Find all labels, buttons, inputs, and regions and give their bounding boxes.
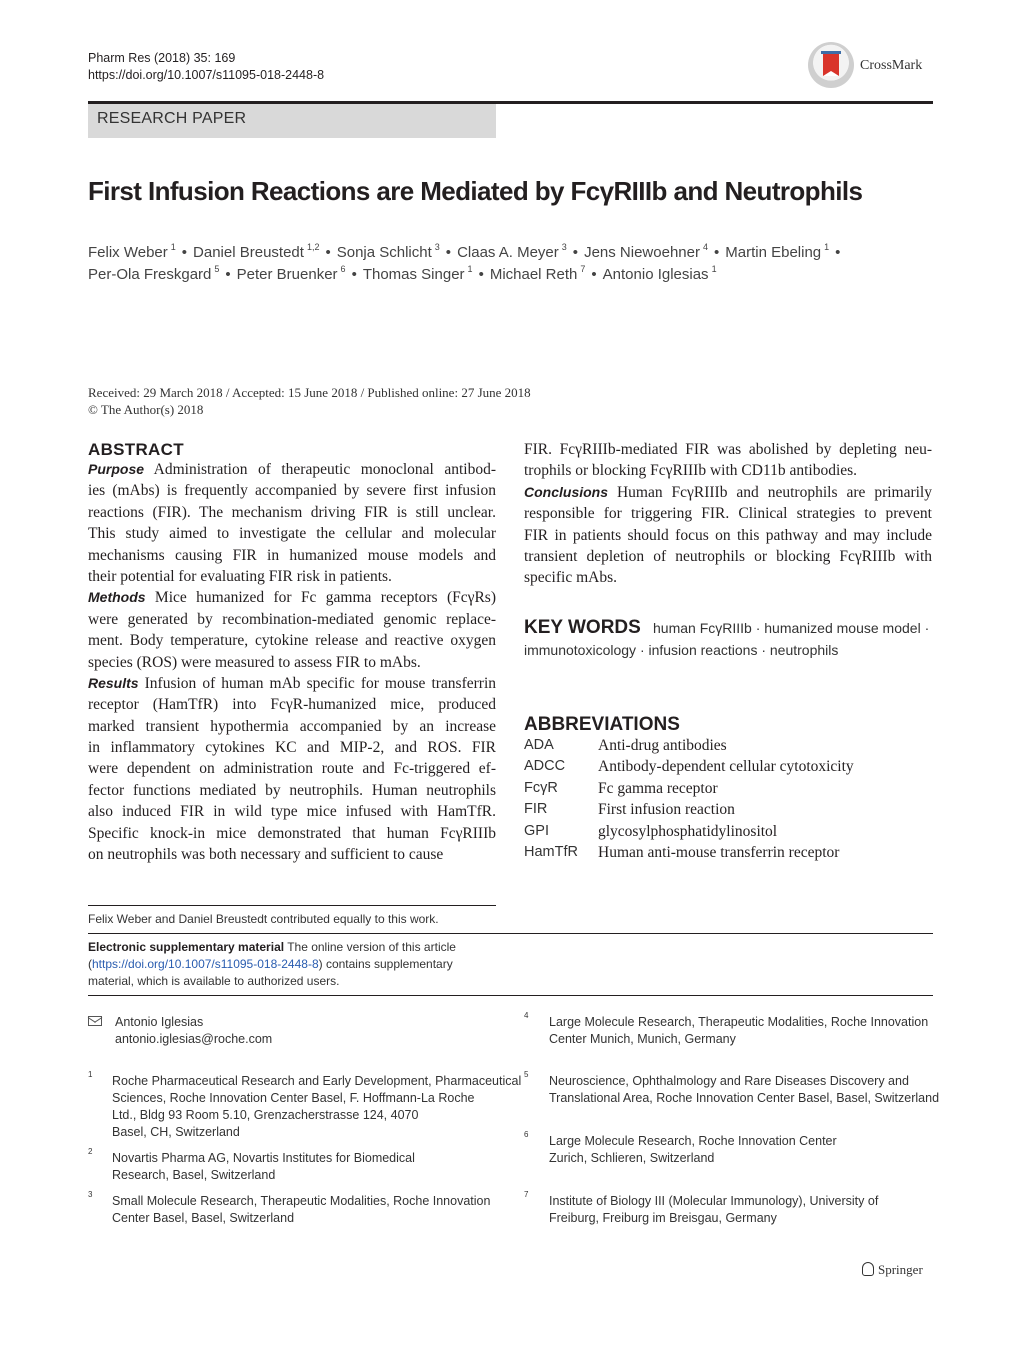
abstract-line — [88, 609, 496, 630]
abstract-text: in inflammatory cytokines KC and MIP-2, and ROS. FIR — [88, 739, 496, 757]
author-affiliation-number: 4 — [702, 242, 708, 252]
affiliation-line: Institute of Biology III (Molecular Immunology), University of — [549, 1194, 879, 1208]
affiliation — [549, 1193, 878, 1227]
affiliation-number: 4 — [524, 1011, 529, 1020]
abstract-text: ment. Body temperature, cytokine release and reactive oxygen — [88, 632, 496, 650]
abstract-text: Administration of therapeutic monoclonal antibod- — [144, 461, 496, 478]
keywords-line-2: immunotoxicology · infusion reactions · neutrophils — [524, 642, 839, 658]
supplementary-material-note — [88, 939, 488, 990]
abbreviation-row — [524, 823, 934, 844]
author-affiliation-number: 1 — [824, 242, 830, 252]
abstract-right-column — [524, 439, 932, 589]
abstract-line — [88, 780, 496, 801]
abstract-line — [88, 459, 496, 480]
author-name: Antonio Iglesias — [602, 266, 709, 283]
correspondence — [115, 1014, 272, 1048]
abbreviation-definition: Anti-drug antibodies — [598, 737, 727, 754]
doi-link[interactable]: https://doi.org/10.1007/s11095-018-2448-8 — [88, 68, 325, 82]
abbreviation-definition: Fc gamma receptor — [598, 779, 718, 797]
author-name: Peter Bruenker — [236, 266, 338, 283]
author-name: Claas A. Meyer — [457, 244, 559, 261]
affiliation-number: 3 — [88, 1190, 93, 1199]
abstract-line — [88, 716, 496, 737]
author-name: Per-Ola Freskgard — [88, 266, 212, 283]
authors-line-2 — [88, 264, 717, 283]
publication-dates — [88, 384, 531, 418]
author-affiliation-number: 5 — [214, 264, 220, 274]
affiliation-line: Roche Pharmaceutical Research and Early Development, Pharmaceutical — [112, 1074, 522, 1088]
affiliation-number: 5 — [524, 1070, 529, 1079]
affiliation-line: Ltd., Bldg 93 Room 5.10, Grenzacherstrasse 124, 4070 — [112, 1108, 419, 1122]
author-separator: • — [181, 244, 188, 261]
affiliation — [112, 1150, 415, 1184]
esm-label: Electronic supplementary material — [88, 940, 285, 954]
abstract-line — [88, 545, 496, 566]
author-separator: • — [325, 244, 331, 261]
abstract-line — [88, 673, 496, 694]
author-affiliation-number: 6 — [340, 264, 346, 274]
abstract-line — [88, 652, 496, 673]
copyright: © The Author(s) 2018 — [88, 402, 204, 417]
abstract-text: responsible for triggering FIR. Clinical strategies to prevent — [524, 505, 932, 523]
affiliation-number: 7 — [524, 1190, 529, 1199]
author-name: Felix Weber — [88, 244, 168, 261]
affiliation-line: Center Munich, Munich, Germany — [549, 1032, 736, 1046]
author-separator: • — [478, 266, 484, 283]
abstract-line — [524, 567, 932, 588]
esm-rule — [88, 933, 933, 934]
journal-header — [88, 50, 324, 84]
abbreviation-definition: First infusion reaction — [598, 801, 735, 819]
equal-contribution-note: Felix Weber and Daniel Breustedt contributed equally to this work. — [88, 912, 439, 926]
crossmark-badge[interactable] — [808, 42, 948, 90]
abstract-subheading: Methods — [88, 589, 146, 606]
date-history: Received: 29 March 2018 / Accepted: 15 June 2018 / Published online: 27 June 2018 — [88, 385, 531, 400]
keywords-heading: KEY WORDS — [524, 617, 641, 638]
author-affiliation-number: 1 — [467, 264, 473, 274]
esm-paren: ( — [88, 957, 92, 971]
affiliation — [112, 1073, 521, 1141]
author-name: Jens Niewoehner — [584, 244, 700, 261]
abstract-text: FIR in patients should focus on this pathway and may include — [524, 526, 932, 544]
crossmark-label: CrossMark — [860, 58, 923, 73]
abstract-text: were generated by recombination-mediated genomic replace- — [88, 610, 496, 628]
affiliation-line: Sciences, Roche Innovation Center Basel, F. Hoffmann-La Roche — [112, 1091, 475, 1105]
author-name: Daniel Breustedt — [193, 244, 304, 261]
crossmark-badge-icon — [808, 42, 854, 88]
author-affiliation-number: 1 — [170, 242, 176, 252]
abstract-text: on neutrophils was both necessary and sufficient to cause — [88, 846, 444, 864]
abstract-line — [88, 801, 496, 822]
abstract-text: Infusion of human mAb specific for mouse transferrin — [138, 674, 496, 692]
abstract-text: marked transient hypothermia accompanied by an increase — [88, 717, 496, 735]
affiliation-line: Neuroscience, Ophthalmology and Rare Diseases Discovery and — [549, 1074, 909, 1088]
affiliation-line: Large Molecule Research, Roche Innovation Center — [549, 1134, 837, 1148]
abbreviation-definition: glycosylphosphatidylinositol — [598, 822, 778, 840]
publisher-label: Springer — [878, 1262, 923, 1277]
abbreviation-row — [524, 844, 934, 865]
abbreviation-row — [524, 801, 934, 822]
abbreviation-term: GPI — [524, 822, 549, 839]
abstract-line — [524, 460, 932, 481]
abstract-text: also induced FIR in wild type mice infused with HamTfR. — [88, 803, 496, 821]
abbreviation-definition: Antibody-dependent cellular cytotoxicity — [598, 758, 854, 776]
abstract-text: were dependent on administration route and Fc-triggered ef- — [88, 760, 496, 778]
affiliations-rule — [88, 995, 933, 996]
abbreviations-heading: ABBREVIATIONS — [524, 714, 680, 735]
abbreviation-term: ADA — [524, 737, 554, 753]
affiliation-number: 1 — [88, 1070, 93, 1079]
abstract-text: species (ROS) were measured to assess FIR to mAbs. — [88, 653, 421, 671]
esm-link[interactable]: https://doi.org/10.1007/s11095-018-2448-8 — [92, 957, 319, 971]
author-name: Thomas Singer — [362, 266, 465, 283]
abbreviation-term: HamTfR — [524, 844, 578, 860]
abstract-line — [88, 480, 496, 501]
abstract-line — [88, 737, 496, 758]
affiliation-line: Small Molecule Research, Therapeutic Modalities, Roche Innovation — [112, 1194, 491, 1208]
abstract-text: fector functions mediated by neutrophils. Human neutrophils — [88, 781, 496, 799]
author-separator: • — [835, 244, 841, 261]
author-affiliation-number: 3 — [434, 242, 440, 252]
abstract-text: Specific knock-in mice demonstrated that human FcγRIIIb — [88, 824, 496, 842]
affiliation-line: Large Molecule Research, Therapeutic Modalities, Roche Innovation — [549, 1015, 929, 1029]
abstract-text: This study aimed to investigate the cellular and molecular — [88, 525, 496, 543]
keywords-line-1: human FcγRIIIb · humanized mouse model · — [653, 620, 930, 636]
abstract-heading: ABSTRACT — [88, 440, 184, 459]
abstract-text: Mice humanized for Fc gamma receptors (FcγRs) — [145, 589, 496, 607]
affiliation-line: Center Basel, Basel, Switzerland — [112, 1211, 295, 1225]
abstract-text: receptor (HamTfR) into FcγR-humanized mice, produced — [88, 696, 496, 714]
abstract-line — [88, 823, 496, 844]
abstract-line — [88, 758, 496, 779]
envelope-icon — [88, 1016, 102, 1026]
abstract-line — [524, 503, 932, 524]
abbreviation-row — [524, 758, 934, 779]
abstract-text: transient depletion of neutrophils or blocking FcγRIIIb with — [524, 547, 932, 565]
esm-text-3: material, which is available to authorized users. — [88, 974, 340, 988]
abstract-line — [524, 546, 932, 567]
abstract-line — [88, 523, 496, 544]
abstract-line — [524, 482, 932, 503]
affiliation — [549, 1014, 928, 1048]
springer-horse-icon — [862, 1262, 874, 1276]
affiliation-line: Novartis Pharma AG, Novartis Institutes for Biomedical — [112, 1151, 415, 1165]
abstract-text: mechanisms causing FIR in humanized mouse models and — [88, 546, 496, 564]
abstract-line — [524, 439, 932, 460]
abstract-left-column — [88, 459, 496, 865]
affiliation-line: Zurich, Schlieren, Switzerland — [549, 1151, 715, 1165]
author-affiliation-number: 3 — [561, 242, 567, 252]
author-separator: • — [591, 266, 597, 283]
abstract-text: specific mAbs. — [524, 569, 617, 587]
abstract-subheading: Results — [88, 674, 139, 691]
abbreviation-term: FcγR — [524, 779, 558, 796]
affiliation-number: 6 — [524, 1130, 529, 1139]
author-separator: • — [225, 266, 231, 283]
author-separator: • — [445, 244, 452, 261]
abbreviation-definition: Human anti-mouse transferrin receptor — [598, 844, 840, 861]
abbreviation-term: FIR — [524, 801, 548, 818]
author-name: Michael Reth — [489, 266, 578, 283]
author-separator: • — [713, 244, 720, 261]
abstract-line — [88, 502, 496, 523]
abstract-text: FIR. FcγRIIIb-mediated FIR was abolished by depleting neu- — [524, 441, 932, 458]
author-separator: • — [351, 266, 357, 283]
author-name: Martin Ebeling — [725, 244, 822, 261]
abstract-line — [88, 694, 496, 715]
authors-line-1 — [88, 242, 846, 261]
affiliation — [549, 1133, 837, 1167]
publisher-logo — [862, 1262, 923, 1278]
correspondence-name: Antonio Iglesias — [115, 1015, 204, 1029]
abstract-text: Human FcγRIIIb and neutrophils are primarily — [608, 483, 932, 501]
affiliation-line: Translational Area, Roche Innovation Center Basel, Basel, Switzerland — [549, 1091, 940, 1105]
abstract-line — [88, 630, 496, 651]
affiliation-line: Freiburg, Freiburg im Breisgau, Germany — [549, 1211, 777, 1225]
abstract-line — [524, 525, 932, 546]
abbreviation-row — [524, 780, 934, 801]
footnote-rule — [88, 905, 496, 906]
article-type-box — [88, 104, 496, 138]
abstract-text: ies (mAbs) is frequently accompanied by severe first infusion — [88, 482, 496, 500]
abbreviation-term: ADCC — [524, 758, 566, 775]
author-affiliation-number: 1,2 — [306, 242, 320, 252]
abbreviation-row — [524, 737, 934, 758]
abstract-line — [88, 587, 496, 608]
article-title: First Infusion Reactions are Mediated by FcγRIIIb and Neutrophils — [88, 176, 863, 206]
abstract-line — [88, 844, 496, 865]
author-name: Sonja Schlicht — [336, 244, 432, 261]
esm-text-2: ) contains supplementary — [318, 957, 453, 971]
abstract-subheading: Conclusions — [524, 483, 609, 500]
abstract-text: their potential for evaluating FIR risk in patients. — [88, 567, 392, 585]
affiliation-line: Basel, CH, Switzerland — [112, 1125, 240, 1139]
abstract-subheading: Purpose — [88, 461, 145, 477]
correspondence-email[interactable]: antonio.iglesias@roche.com — [115, 1032, 273, 1046]
author-separator: • — [572, 244, 579, 261]
affiliation — [549, 1073, 939, 1107]
affiliation-number: 2 — [88, 1147, 93, 1156]
affiliation-line: Research, Basel, Switzerland — [112, 1168, 276, 1182]
author-affiliation-number: 1 — [711, 264, 717, 274]
abstract-line — [88, 566, 496, 587]
abstract-text: reactions (FIR). The mechanism driving FIR is still unclear. — [88, 503, 496, 521]
journal-citation: Pharm Res (2018) 35: 169 — [88, 51, 236, 65]
article-type: RESEARCH PAPER — [97, 110, 247, 127]
affiliation — [112, 1193, 490, 1227]
esm-text-1: The online version of this article — [284, 940, 456, 954]
abstract-text: trophils or blocking FcγRIIIb with CD11b antibodies. — [524, 462, 858, 480]
author-affiliation-number: 7 — [580, 264, 586, 274]
